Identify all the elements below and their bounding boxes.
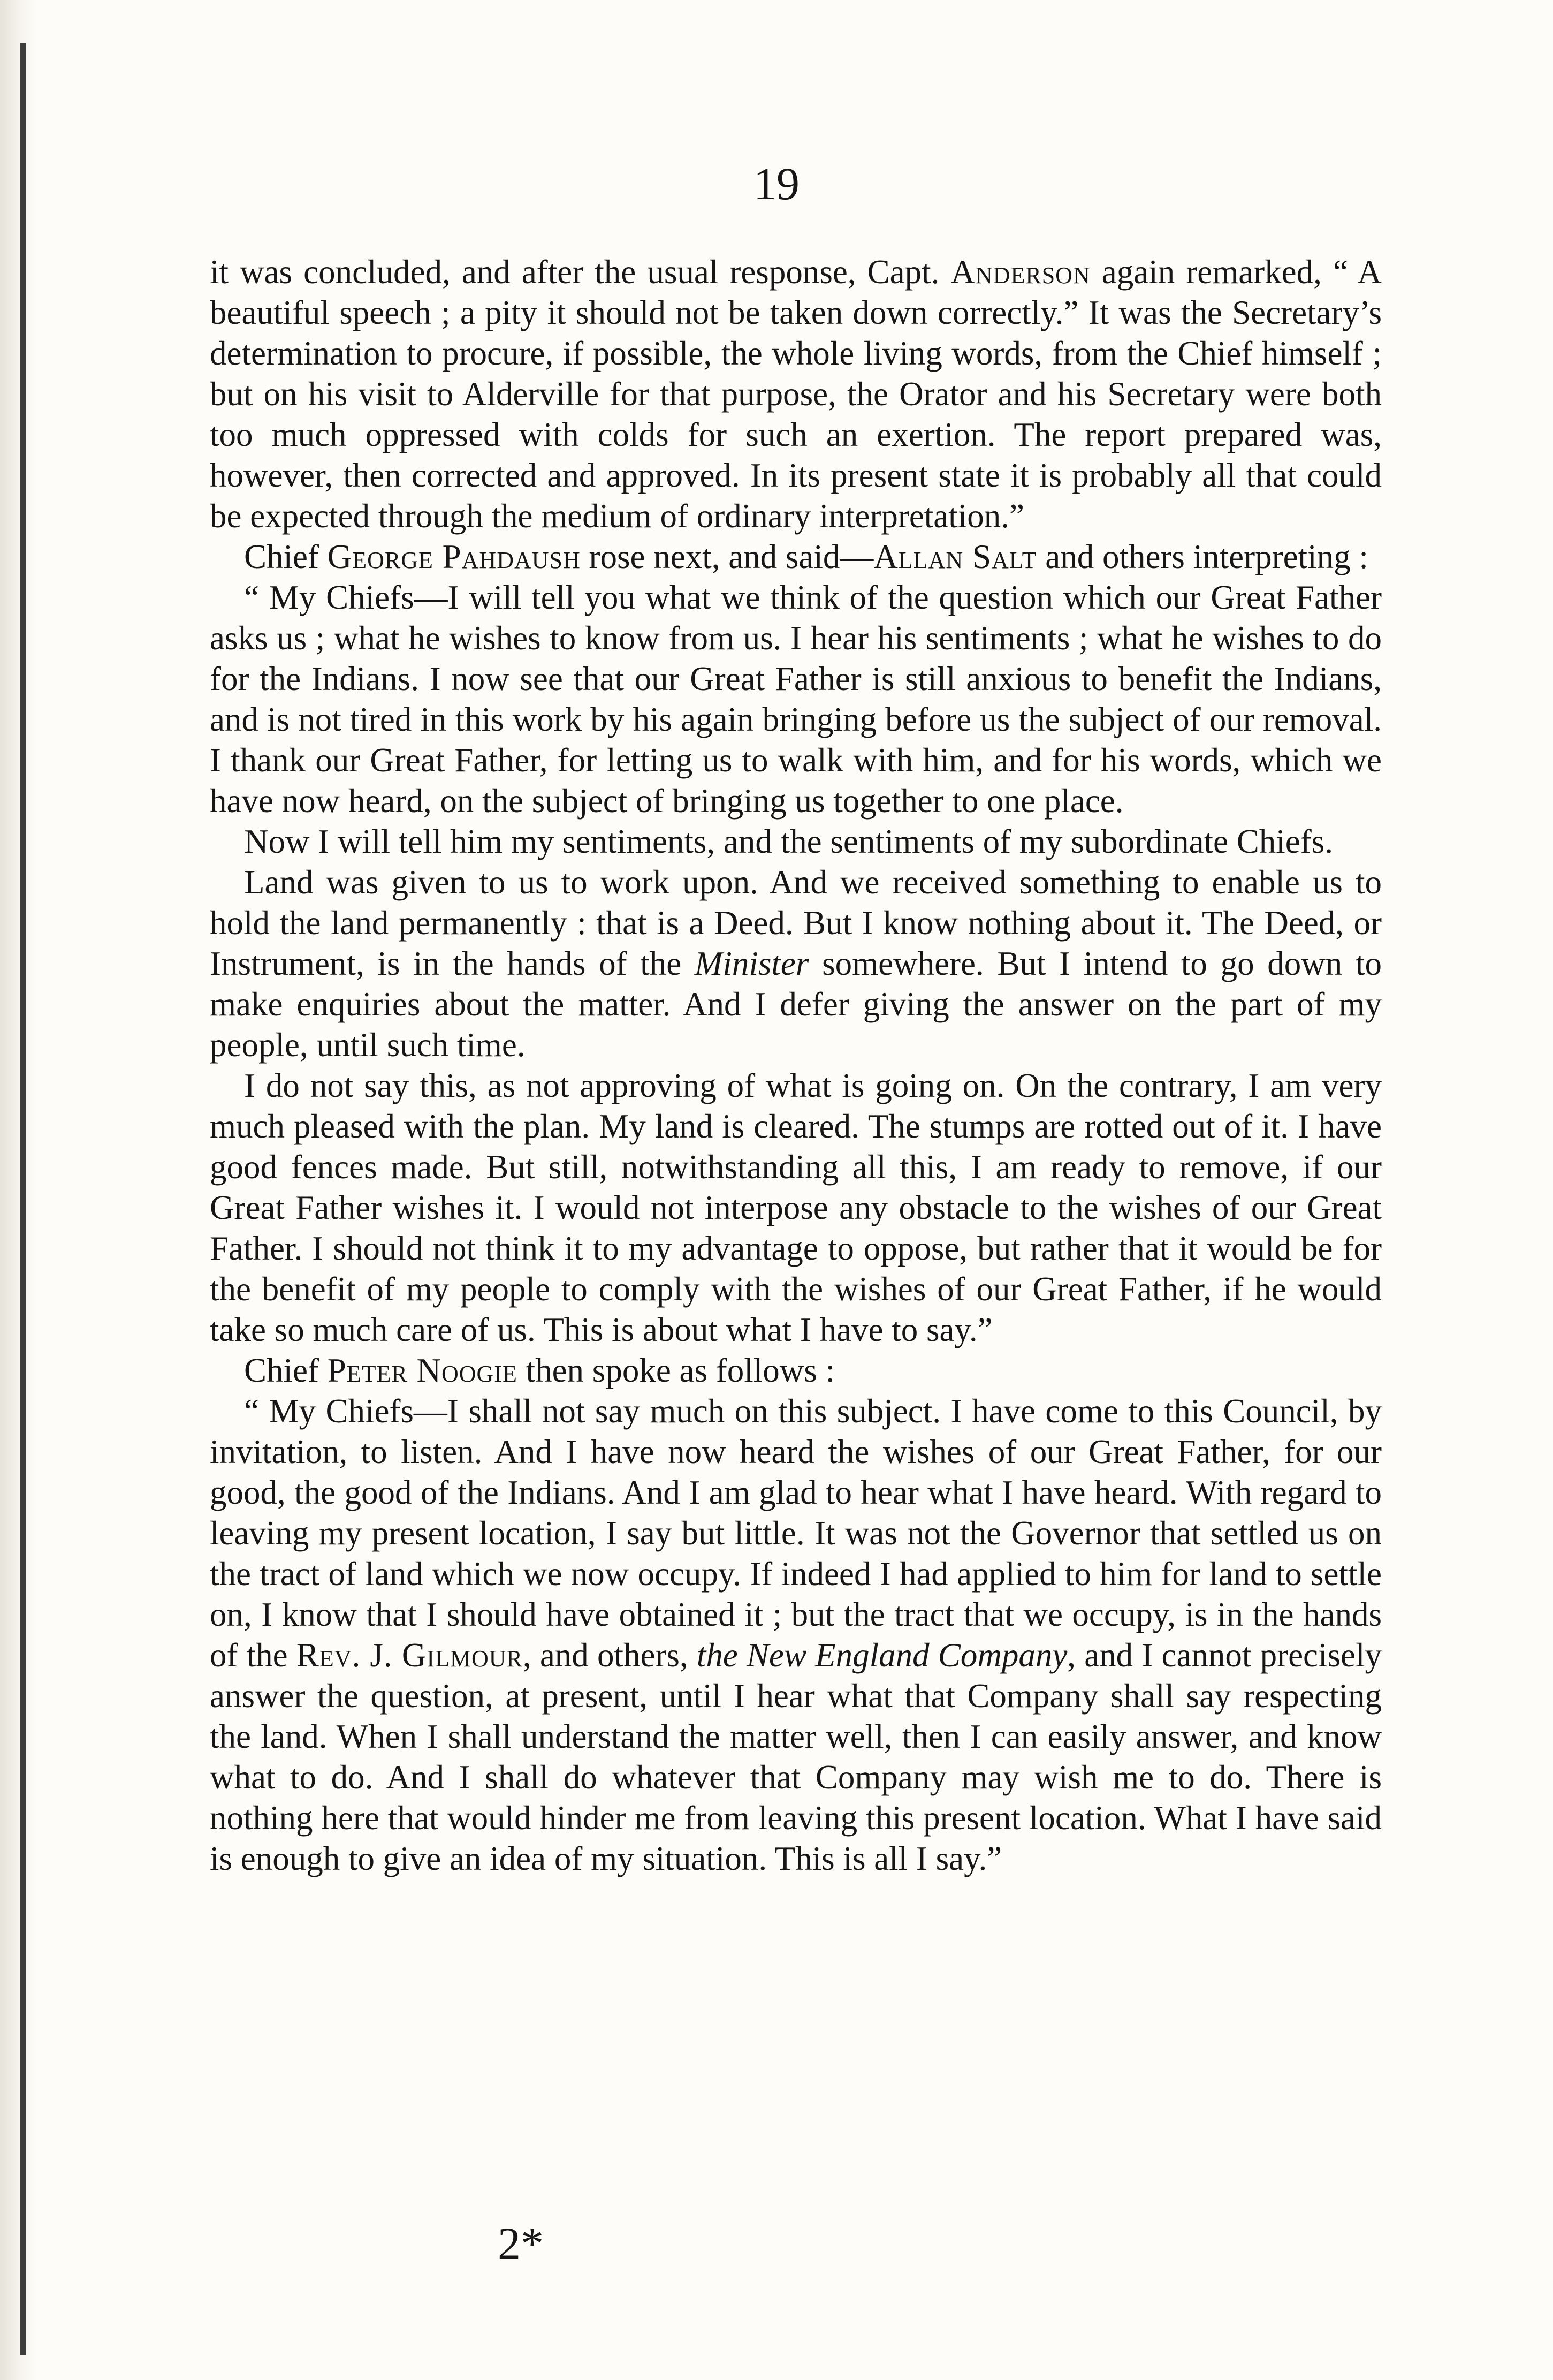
paragraph-8 [210,1391,1382,1879]
paragraph-8-text-c: , and others, [522,1636,697,1674]
paragraph-6: I do not say this, as not approving of what is going on. On the contrary, I am very much pleased with the plan. My land is cleared. The stumps are rotted out of it. I have good fences made. But still, notwithstanding all this, I am ready to remove, if our Great Father wishes it. I would not interpose any obstacle to the wishes of our Great Father. I should not think it to my advantage to oppose, but rather that it would be for the benefit of my people to comply with the wishes of our Great Father, if he would take so much care of us. This is about what I have to say.” [210,1067,1382,1348]
paragraph-2 [210,536,1382,577]
paragraph-5 [210,862,1382,1065]
paragraph-5-text-c: somewhere. But I intend to go down to make enquiries about the matter. And I defer giving the answer on the part of my people, until such time. [210,945,1382,1064]
name-george-pahdaush: George Pahdaush [327,538,581,575]
paragraph-1-text-c: again remarked, “ A beautiful speech ; a pity it should not be taken down correctly.” It was the Secretary’s determination to procure, if possible, the whole living words, from the Chief himself ; but on his visit to Alderville for that purpose, the Orator and his Secretary were both too much oppressed with colds for such an exertion. The report prepared was, however, then corrected and approved. In its present state it is probably all that could be expected through the medium of ordinary interpretation.” [210,253,1382,535]
binding-shadow-line [20,43,26,2355]
paragraph-7-text-a: Chief [244,1352,328,1389]
paragraph-1-text-a: it was concluded, and after the usual response, Capt. [210,253,951,291]
paragraph-7-text-c: then spoke as follows : [517,1352,835,1389]
name-new-england-company: the New England Company [696,1636,1068,1674]
paragraph-2-text-a: Chief [244,538,328,575]
paragraph-3: “ My Chiefs—I will tell you what we think of the question which our Great Father asks us ; what he wishes to know from us. I hear his sentiments ; what he wishes to do for the Indians. I now see that our Great Father is still anxious to benefit the Indians, and is not tired in this work by his again bringing before us the subject of our removal. I thank our Great Father, for letting us to walk with him, and for his words, which we have now heard, on the subject of bringing us together to one place. [210,579,1382,820]
name-peter-noogie: Peter Noogie [327,1352,517,1389]
page-binding-edge [0,0,37,2380]
paragraph-2-text-e: and others interpreting : [1037,538,1368,575]
name-rev-j-gilmour: Rev. J. Gilmour [296,1636,523,1674]
paragraph-7 [210,1350,1382,1391]
body-text [210,252,1382,1879]
paragraph-5-text-a: Land was given to us to work upon. And we received something to enable us to hold the land permanently : that is a Deed. But I know nothing about it. The Deed, or Instrument, is in the hands of the [210,863,1382,982]
paragraph-4: Now I will tell him my sentiments, and the sentiments of my subordinate Chiefs. [244,823,1333,860]
paragraph-1 [210,252,1382,536]
paragraph-8-text-e: , and I cannot precisely answer the question, at present, until I hear what that Company shall say respecting the land. When I shall understand the matter well, then I can easily answer, and know what to do. And I shall do whatever that Company may wish me to do. There is nothing here that would hinder me from leaving this present location. What I have said is enough to give an idea of my situation. This is all I say.” [210,1636,1382,1877]
paragraph-8-text-a: “ My Chiefs—I shall not say much on this subject. I have come to this Council, by invitation, to listen. And I have now heard the wishes of our Great Father, for our good, the good of the Indians. And I am glad to hear what I have heard. With regard to leaving my present location, I say but little. It was not the Governor that settled us on the tract of land which we now occupy. If indeed I had applied to him for land to settle on, I know that I should have obtained it ; but the tract that we occupy, is in the hands of the [210,1392,1382,1674]
signature-mark: 2* [498,2218,544,2269]
page-number: 19 [753,158,800,209]
name-allan-salt: Allan Salt [873,538,1037,575]
name-anderson: Anderson [950,253,1091,291]
paragraph-2-text-c: rose next, and said— [580,538,874,575]
word-minister: Minister [694,945,809,982]
